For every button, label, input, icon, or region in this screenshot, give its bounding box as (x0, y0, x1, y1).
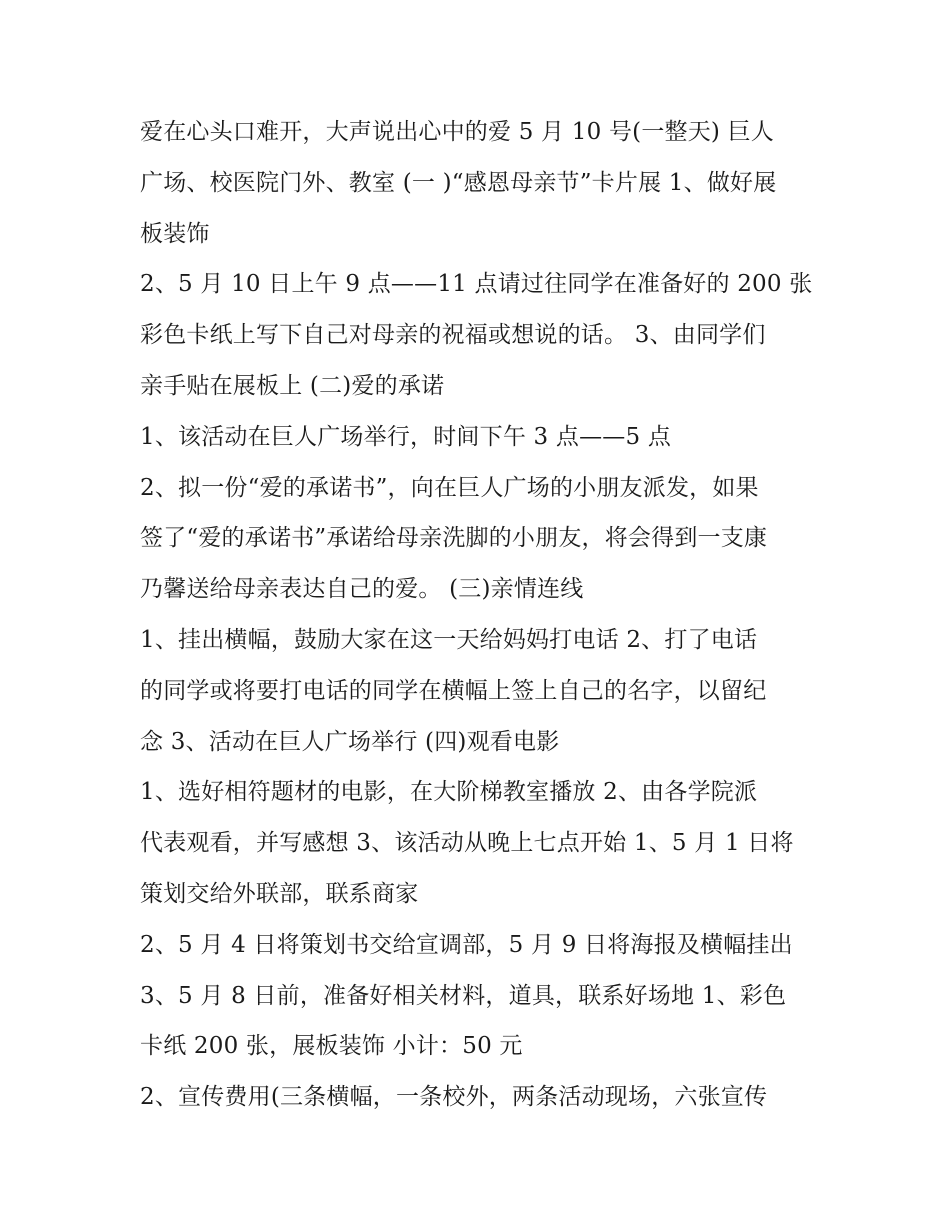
text-line: 签了“爱的承诺书”承诺给母亲洗脚的小朋友，将会得到一支康 (140, 525, 768, 552)
text-line: 1、该活动在巨人广场举行，时间下午 3 点——5 点 (140, 423, 672, 450)
text-line: 2、5 月 10 日上午 9 点——11 点请过往同学在准备好的 200 张 (140, 271, 813, 298)
text-line: 2、宣传费用(三条横幅，一条校外，两条活动现场，六张宣传 (140, 1084, 768, 1111)
text-line: 广场、校医院门外、教室 (一 )“感恩母亲节”卡片展 1、做好展 (140, 169, 777, 196)
text-line: 亲手贴在展板上 (二)爱的承诺 (140, 372, 445, 399)
text-line: 2、5 月 4 日将策划书交给宣调部，5 月 9 日将海报及横幅挂出 (140, 931, 793, 958)
text-line: 板装饰 (140, 220, 210, 247)
text-line: 彩色卡纸上写下自己对母亲的祝福或想说的话。 3、由同学们 (140, 322, 766, 349)
text-line: 1、选好相符题材的电影，在大阶梯教室播放 2、由各学院派 (140, 779, 758, 806)
text-line: 代表观看，并写感想 3、该活动从晚上七点开始 1、5 月 1 日将 (140, 830, 794, 857)
text-line: 1、挂出横幅，鼓励大家在这一天给妈妈打电话 2、打了电话 (140, 626, 758, 653)
text-line: 3、5 月 8 日前，准备好相关材料，道具，联系好场地 1、彩色 (140, 982, 787, 1009)
text-line: 2、拟一份“爱的承诺书”，向在巨人广场的小朋友派发，如果 (140, 474, 759, 501)
text-line: 的同学或将要打电话的同学在横幅上签上自己的名字，以留纪 (140, 677, 767, 704)
text-line: 策划交给外联部，联系商家 (140, 880, 419, 907)
text-line: 念 3、活动在巨人广场举行 (四)观看电影 (140, 728, 560, 755)
document-body (140, 107, 820, 1123)
text-line: 爱在心头口难开，大声说出心中的爱 5 月 10 号(一整天) 巨人 (140, 119, 775, 145)
text-line: 乃馨送给母亲表达自己的爱。 (三)亲情连线 (140, 576, 584, 603)
text-line: 卡纸 200 张，展板装饰 小计：50 元 (140, 1033, 523, 1060)
